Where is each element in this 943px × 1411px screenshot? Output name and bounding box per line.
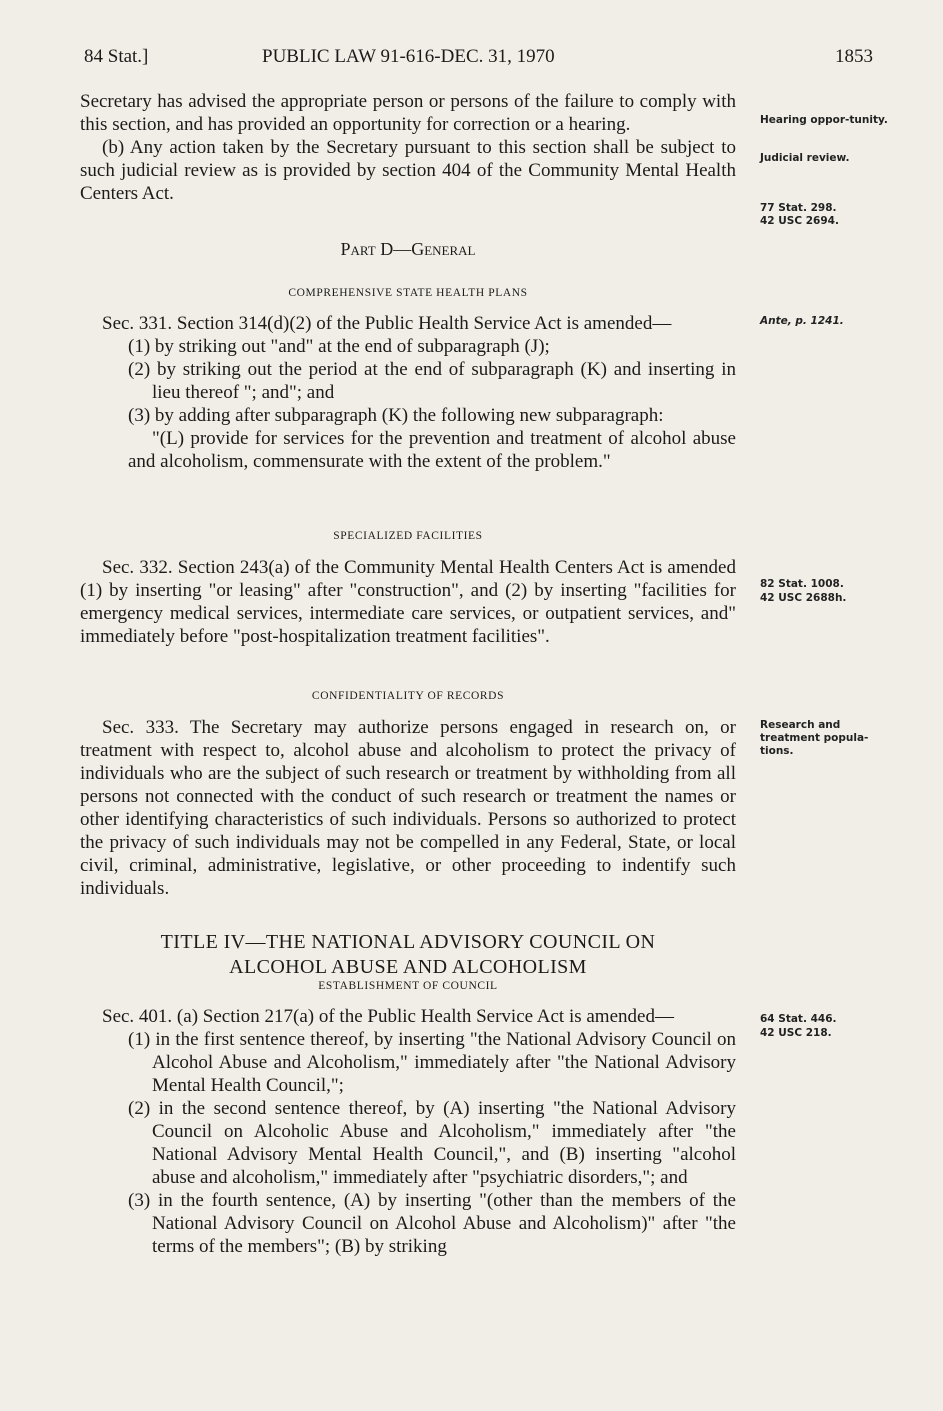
running-head-title: PUBLIC LAW 91-616-DEC. 31, 1970 [262, 46, 555, 67]
title-iv-line-1: TITLE IV—THE NATIONAL ADVISORY COUNCIL ON [160, 931, 656, 953]
section-heading: ESTABLISHMENT OF COUNCIL [318, 980, 498, 992]
heading-block [80, 975, 736, 998]
section-401-item-2: (2) in the second sentence thereof, by (A) inserting "the National Advisory Council on Alcoholic Abuse and Alcoholism," immediately after "the National Advisory Mental Health Council,", and (B) inserting "alcohol abuse and alcoholism," immediately after "psychiatric disorders,"; and [128, 1098, 736, 1188]
section-heading: CONFIDENTIALITY OF RECORDS [311, 690, 505, 702]
running-head-volume: 84 Stat.] [84, 46, 149, 67]
section-331-item-1: (1) by striking out "and" at the end of subparagraph (J); [128, 336, 550, 357]
section-331-item-3: (3) by adding after subparagraph (K) the following new subparagraph: [128, 405, 664, 426]
title-iv-line-2: ALCOHOL ABUSE AND ALCOHOLISM [229, 956, 587, 978]
part-heading: Part D—General [340, 239, 476, 259]
margin-note-stat: 77 Stat. 298. [760, 202, 837, 214]
margin-note-hearing: Hearing oppor-tunity. [760, 114, 888, 126]
heading-block [80, 525, 736, 548]
section-331 [80, 312, 736, 473]
section-401-item-1: (1) in the first sentence thereof, by inserting "the National Advisory Council on Alcohol Abuse and Alcoholism," immediately after "the National Advisory Mental Health Council,"; [128, 1029, 736, 1096]
section-401 [80, 1005, 736, 1258]
margin-note-usc: 42 USC 2694. [760, 215, 839, 227]
section-heading: SPECIALIZED FACILITIES [333, 530, 483, 542]
section-331-quote: "(L) provide for services for the prevention and treatment of alcohol abuse and alcoholism, commensurate with the extent of the problem." [128, 428, 736, 472]
section-heading: COMPREHENSIVE STATE HEALTH PLANS [288, 287, 528, 299]
section-331-text: Sec. 331. Section 314(d)(2) of the Public Health Service Act is amended— [102, 313, 672, 334]
section-401-item-3: (3) in the fourth sentence, (A) by inserting "(other than the members of the National Advisory Council on Alcohol Abuse and Alcoholism)" after "the terms of the members"; (B) by striking [128, 1190, 736, 1257]
margin-note-stat: 64 Stat. 446. [760, 1013, 837, 1025]
margin-note-usc: 42 USC 2688h. [760, 592, 847, 604]
section-331-item-2: (2) by striking out the period at the end of subparagraph (K) and inserting in lieu thereof "; and"; and [128, 359, 736, 403]
margin-note-ante: Ante, p. 1241. [760, 315, 844, 327]
section-333 [80, 716, 736, 900]
part-d-heading-block [80, 238, 736, 261]
section-332-text: Sec. 332. Section 243(a) of the Community Mental Health Centers Act is amended (1) by inserting "or leasing" after "construction", and (2) by inserting "facilities for emergency medical services, intermediate care services, or outpatient services, and" immediately before "post-hospitalization treatment facilities". [80, 557, 736, 647]
heading-block [80, 282, 736, 305]
margin-note-judicial-review: Judicial review. [760, 152, 850, 164]
title-iv-block [80, 930, 736, 980]
heading-block [80, 685, 736, 708]
margin-note-research: Research and treatment popula-tions. [760, 719, 869, 757]
paragraph-continuation: Secretary has advised the appropriate person or persons of the failure to comply with this section, and has provided an opportunity for correction or a hearing. [80, 91, 736, 135]
body-top [80, 90, 736, 205]
section-401-text: Sec. 401. (a) Section 217(a) of the Public Health Service Act is amended— [102, 1006, 674, 1027]
margin-note-usc: 42 USC 218. [760, 1027, 832, 1039]
margin-note-stat: 82 Stat. 1008. [760, 578, 844, 590]
page-number: 1853 [835, 46, 873, 67]
paragraph-subsection-b: (b) Any action taken by the Secretary pursuant to this section shall be subject to such judicial review as is provided by section 404 of the Community Mental Health Centers Act. [80, 137, 736, 204]
section-333-text: Sec. 333. The Secretary may authorize persons engaged in research on, or treatment with respect to, alcohol abuse and alcoholism to protect the privacy of individuals who are the subject of such research or treatment by withholding from all persons not connected with the conduct of such research or treatment the names or other identifying characteristics of such individuals. Persons so authorized to protect the privacy of such individuals may not be compelled in any Federal, State, or local civil, criminal, administrative, legislative, or other proceeding to indentify such individuals. [80, 717, 736, 899]
section-332 [80, 556, 736, 648]
